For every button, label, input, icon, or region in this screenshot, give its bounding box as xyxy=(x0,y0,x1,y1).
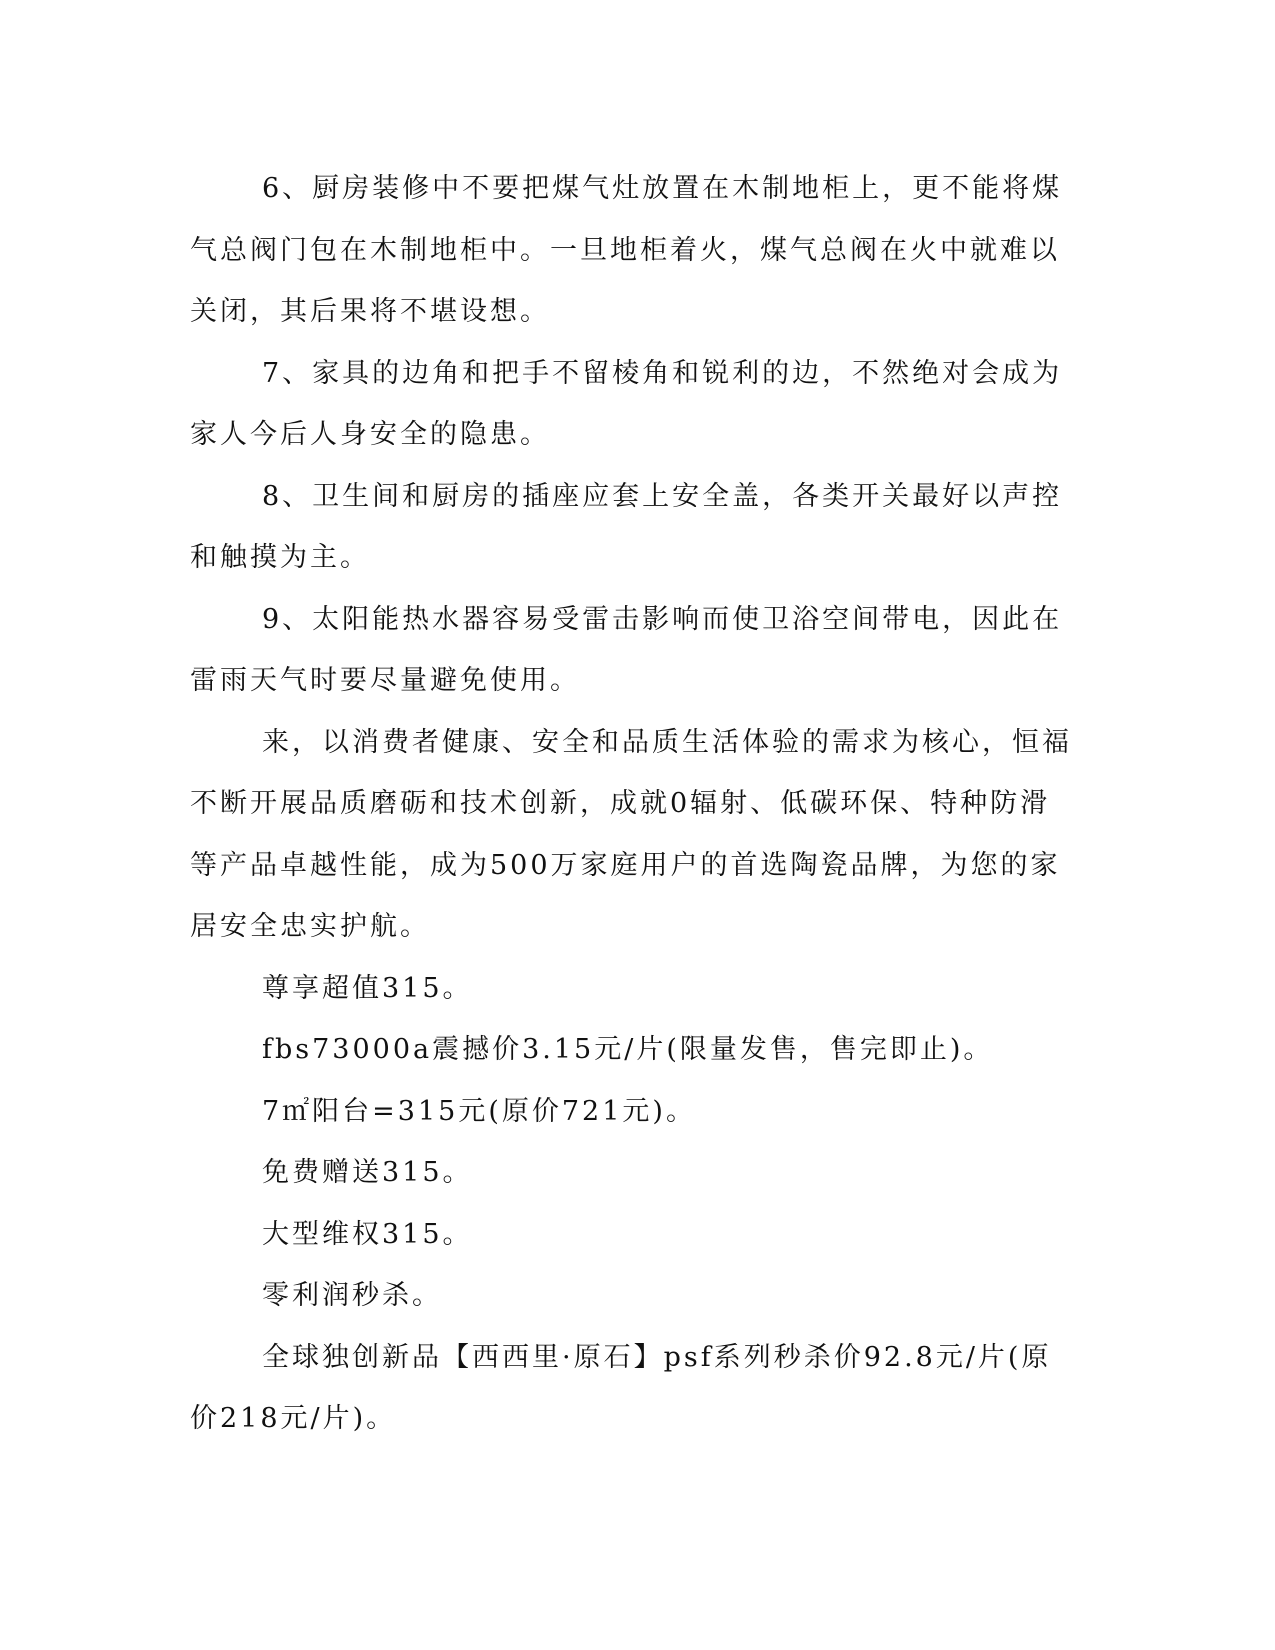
paragraph-promo-flash: 零利润秒杀。 xyxy=(262,1280,442,1311)
document-body xyxy=(190,158,1080,1450)
paragraph-promo-product: 全球独创新品【西西里·原石】psf系列秒杀价92.8元/片(原价218元/片)。 xyxy=(190,1341,1052,1434)
paragraph-promo-rights: 大型维权315。 xyxy=(262,1218,473,1250)
paragraph-brand-intro: 来，以消费者健康、安全和品质生活体验的需求为核心，恒福不断开展品质磨砺和技术创新，成就0辐射、低碳环保、特种防滑等产品卓越性能，成为500万家庭用户的首选陶瓷品牌，为您的家居安全忠实护航。 xyxy=(190,726,1072,942)
paragraph-furniture-edges: 7、家具的边角和把手不留棱角和锐利的边，不然绝对会成为家人今后人身安全的隐患。 xyxy=(190,357,1063,450)
paragraph-promo-price: fbs73000a震撼价3.15元/片(限量发售，售完即止)。 xyxy=(262,1034,994,1065)
paragraph-promo-balcony: 7㎡阳台=315元(原价721元)。 xyxy=(262,1095,696,1127)
paragraph-socket-covers: 8、卫生间和厨房的插座应套上安全盖，各类开关最好以声控和触摸为主。 xyxy=(190,480,1063,573)
paragraph-solar-heater: 9、太阳能热水器容易受雷击影响而使卫浴空间带电，因此在雷雨天气时要尽量避免使用。 xyxy=(190,603,1063,696)
paragraph-promo-gift: 免费赠送315。 xyxy=(262,1157,473,1188)
paragraph-kitchen-gas: 6、厨房装修中不要把煤气灶放置在木制地柜上，更不能将煤气总阀门包在木制地柜中。一旦地柜着火，煤气总阀在火中就难以关闭，其后果将不堪设想。 xyxy=(190,173,1063,327)
paragraph-promo-title: 尊享超值315。 xyxy=(262,972,473,1004)
